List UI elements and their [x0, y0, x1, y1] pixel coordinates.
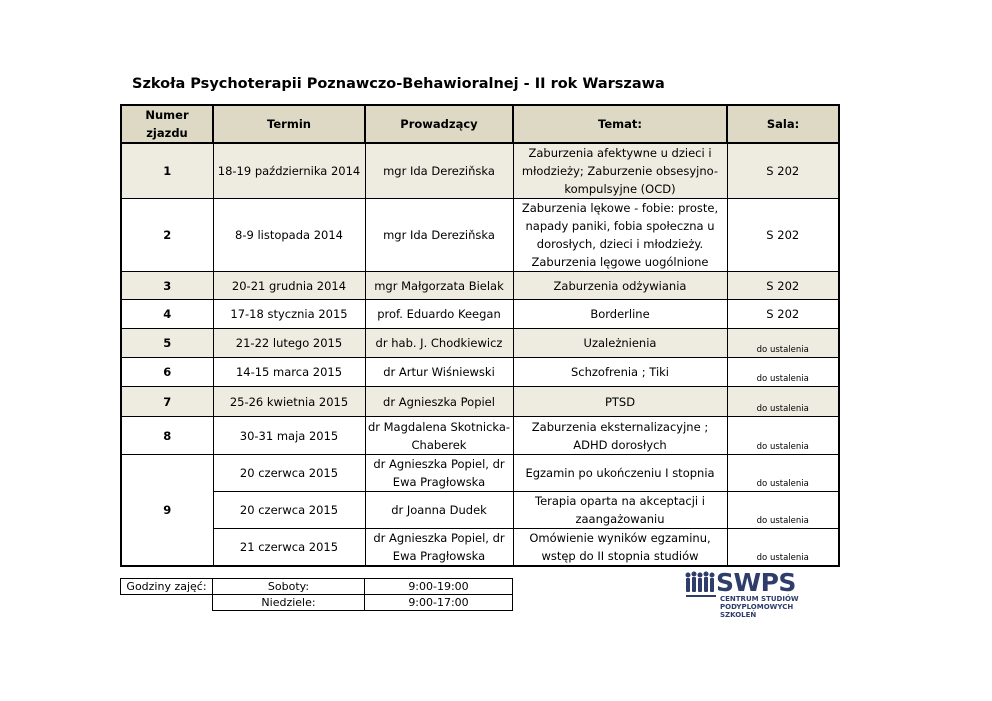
cell-temat: Schzofrenia ; Tiki	[513, 358, 727, 387]
logo-brand: SWPS	[716, 568, 796, 597]
schedule-table	[120, 104, 840, 567]
cell-sala: S 202	[727, 300, 839, 329]
header-sala: Sala:	[727, 105, 839, 143]
cell-numer: 2	[121, 199, 213, 272]
cell-sala: do ustalenia	[727, 387, 839, 417]
logo-sub-line2: PODYPLOMOWYCH	[720, 603, 794, 611]
cell-sala: do ustalenia	[727, 329, 839, 358]
cell-termin: 20 czerwca 2015	[213, 492, 365, 529]
cell-termin: 21 czerwca 2015	[213, 529, 365, 567]
cell-numer: 9	[121, 455, 213, 567]
hours-empty	[121, 595, 213, 611]
cell-sala: do ustalenia	[727, 417, 839, 455]
cell-termin: 30-31 maja 2015	[213, 417, 365, 455]
cell-sala: S 202	[727, 143, 839, 199]
cell-termin: 17-18 stycznia 2015	[213, 300, 365, 329]
logo-subtitle	[720, 595, 799, 619]
cell-temat: PTSD	[513, 387, 727, 417]
cell-temat: Egzamin po ukończeniu I stopnia	[513, 455, 727, 492]
cell-prowadzacy: prof. Eduardo Keegan	[365, 300, 513, 329]
page-title: Szkoła Psychoterapii Poznawczo-Behawioralnej - II rok Warszawa	[132, 76, 665, 92]
cell-prowadzacy: dr hab. J. Chodkiewicz	[365, 329, 513, 358]
cell-temat: Uzależnienia	[513, 329, 727, 358]
table-header-row	[121, 105, 839, 143]
logo-sub-line3: SZKOLEŃ	[720, 611, 757, 619]
cell-temat: Zaburzenia eksternalizacyjne ; ADHD dorosłych	[513, 417, 727, 455]
cell-prowadzacy: mgr Ida Dereziňska	[365, 143, 513, 199]
cell-termin: 14-15 marca 2015	[213, 358, 365, 387]
cell-termin: 8-9 listopada 2014	[213, 199, 365, 272]
cell-prowadzacy: dr Joanna Dudek	[365, 492, 513, 529]
cell-termin: 18-19 października 2014	[213, 143, 365, 199]
cell-termin: 20-21 grudnia 2014	[213, 272, 365, 300]
table-row	[121, 329, 839, 358]
header-prowadzacy: Prowadzący	[365, 105, 513, 143]
cell-prowadzacy: dr Artur Wiśniewski	[365, 358, 513, 387]
cell-sala: do ustalenia	[727, 358, 839, 387]
cell-numer: 1	[121, 143, 213, 199]
cell-temat: Zaburzenia lękowe - fobie: proste, napady paniki, fobia społeczna u dorosłych, dzieci i młodzieży. Zaburzenia lęgowe uogólnione	[513, 199, 727, 272]
cell-sala: do ustalenia	[727, 455, 839, 492]
table-row	[121, 143, 839, 199]
hours-time: 9:00-19:00	[365, 579, 513, 595]
cell-prowadzacy: dr Agnieszka Popiel	[365, 387, 513, 417]
cell-prowadzacy: dr Agnieszka Popiel, dr Ewa Pragłowska	[365, 529, 513, 567]
hours-table	[120, 578, 513, 611]
swps-logo	[684, 568, 824, 628]
people-silhouettes-icon	[684, 570, 716, 596]
cell-temat: Terapia oparta na akceptacji i zaangażowaniu	[513, 492, 727, 529]
hours-day: Niedziele:	[213, 595, 365, 611]
cell-numer: 7	[121, 387, 213, 417]
table-row	[121, 455, 839, 492]
cell-termin: 21-22 lutego 2015	[213, 329, 365, 358]
cell-numer: 6	[121, 358, 213, 387]
cell-temat: Omówienie wyników egzaminu, wstęp do II stopnia studiów	[513, 529, 727, 567]
hours-row	[121, 579, 513, 595]
hours-label: Godziny zajęć:	[121, 579, 213, 595]
table-row	[121, 492, 839, 529]
cell-numer: 3	[121, 272, 213, 300]
hours-day: Soboty:	[213, 579, 365, 595]
cell-prowadzacy: mgr Ida Dereziňska	[365, 199, 513, 272]
table-row	[121, 417, 839, 455]
table-row	[121, 529, 839, 567]
table-row	[121, 387, 839, 417]
cell-termin: 25-26 kwietnia 2015	[213, 387, 365, 417]
table-row	[121, 199, 839, 272]
cell-termin: 20 czerwca 2015	[213, 455, 365, 492]
header-termin: Termin	[213, 105, 365, 143]
cell-temat: Borderline	[513, 300, 727, 329]
cell-sala: S 202	[727, 272, 839, 300]
table-row	[121, 358, 839, 387]
logo-divider	[686, 595, 716, 597]
hours-row	[121, 595, 513, 611]
cell-sala: S 202	[727, 199, 839, 272]
cell-sala: do ustalenia	[727, 492, 839, 529]
cell-temat: Zaburzenia odżywiania	[513, 272, 727, 300]
hours-time: 9:00-17:00	[365, 595, 513, 611]
cell-prowadzacy: mgr Małgorzata Bielak	[365, 272, 513, 300]
cell-temat: Zaburzenia afektywne u dzieci i młodzieży; Zaburzenie obsesyjno-kompulsyjne (OCD)	[513, 143, 727, 199]
cell-prowadzacy: dr Magdalena Skotnicka-Chaberek	[365, 417, 513, 455]
cell-numer: 4	[121, 300, 213, 329]
cell-sala: do ustalenia	[727, 529, 839, 567]
cell-prowadzacy: dr Agnieszka Popiel, dr Ewa Pragłowska	[365, 455, 513, 492]
cell-numer: 5	[121, 329, 213, 358]
header-numer: Numer zjazdu	[121, 105, 213, 143]
table-row	[121, 272, 839, 300]
header-temat: Temat:	[513, 105, 727, 143]
table-row	[121, 300, 839, 329]
cell-numer: 8	[121, 417, 213, 455]
logo-sub-line1: CENTRUM STUDIÓW	[720, 595, 799, 603]
